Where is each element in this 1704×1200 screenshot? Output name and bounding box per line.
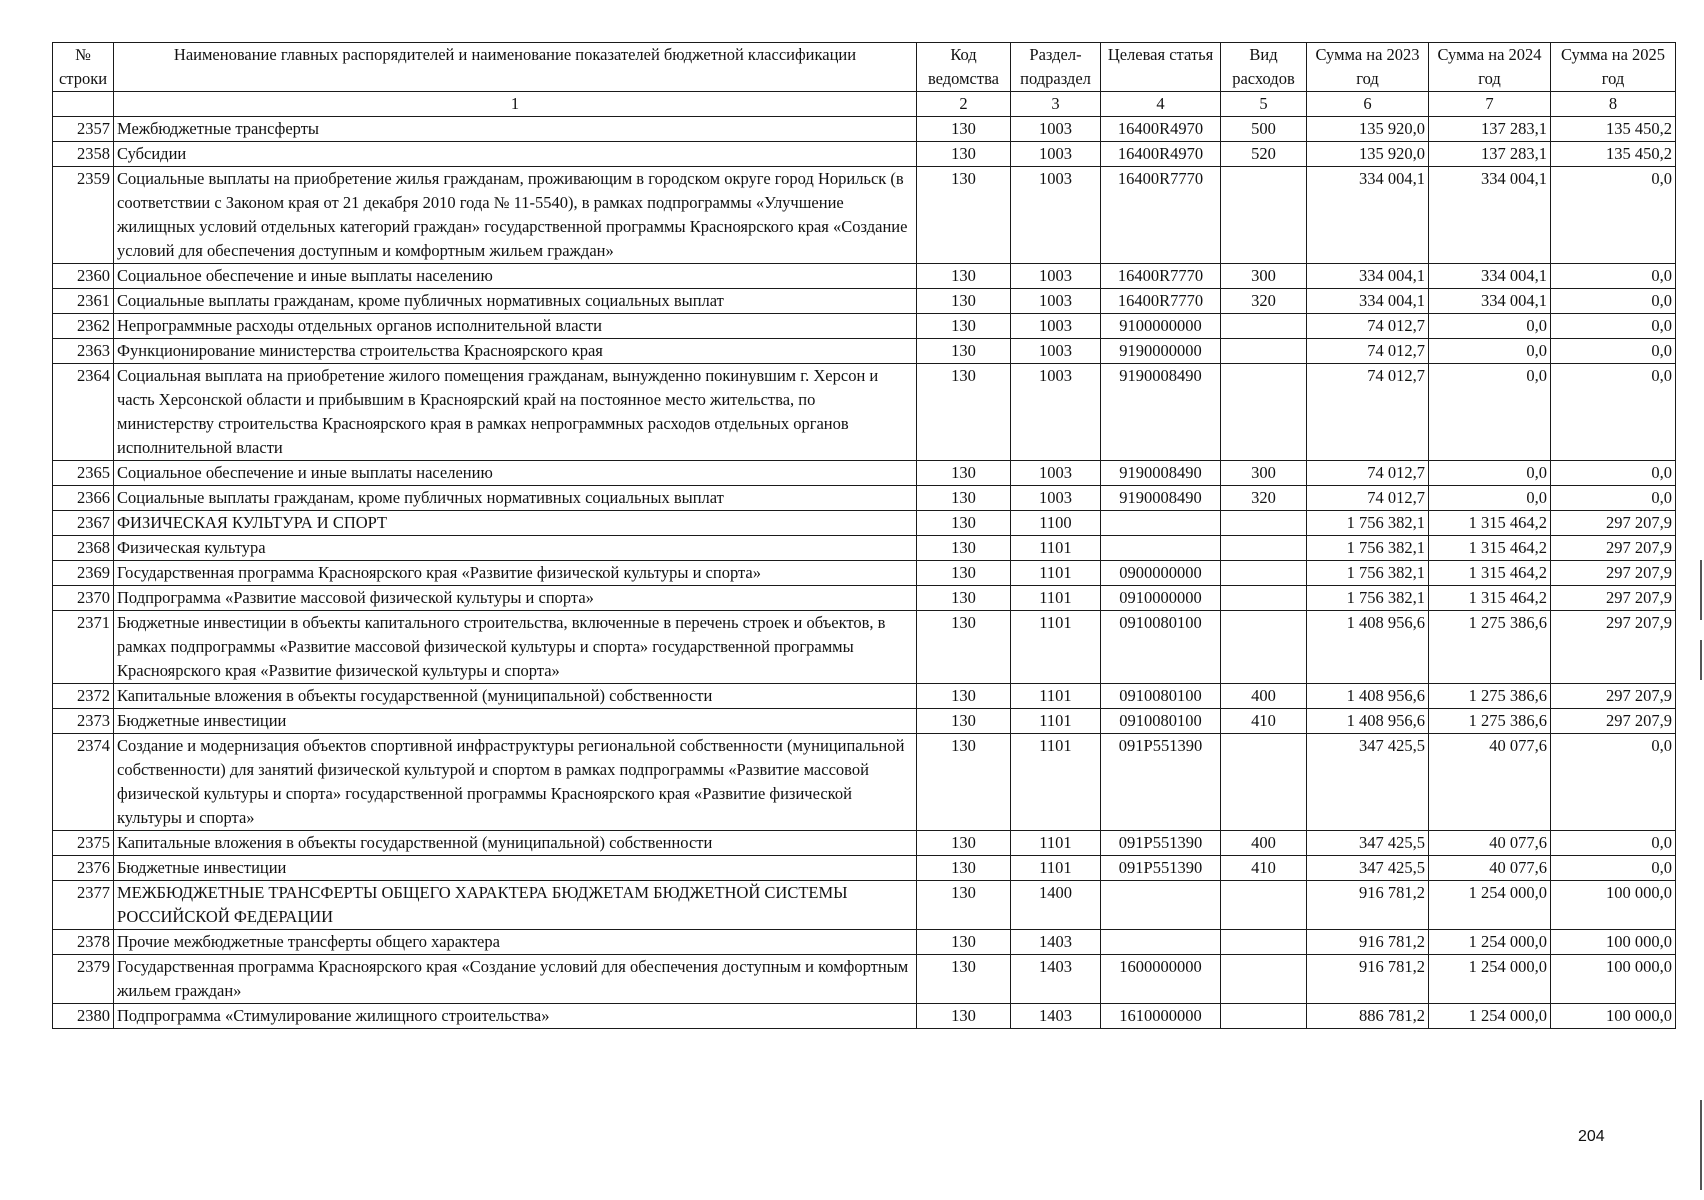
row-number: 2374 [53,734,114,831]
expense-type [1221,930,1307,955]
scan-edge-mark [1700,640,1702,680]
sum-2025: 100 000,0 [1551,955,1676,1004]
row-number: 2380 [53,1004,114,1029]
section-code: 1101 [1011,709,1101,734]
row-name: ФИЗИЧЕСКАЯ КУЛЬТУРА И СПОРТ [114,511,917,536]
row-number: 2378 [53,930,114,955]
sum-2023: 1 408 956,6 [1307,684,1429,709]
row-name: Капитальные вложения в объекты государственной (муниципальной) собственности [114,831,917,856]
sum-2024: 40 077,6 [1429,734,1551,831]
row-name: Капитальные вложения в объекты государственной (муниципальной) собственности [114,684,917,709]
table-header-row [53,43,1676,92]
row-number: 2361 [53,289,114,314]
sum-2023: 1 408 956,6 [1307,709,1429,734]
row-number: 2359 [53,167,114,264]
section-code: 1003 [1011,461,1101,486]
row-name: Социальное обеспечение и иные выплаты населению [114,461,917,486]
section-code: 1101 [1011,586,1101,611]
target-code: 16400R4970 [1101,142,1221,167]
sum-2023: 886 781,2 [1307,1004,1429,1029]
expense-type: 520 [1221,142,1307,167]
target-code: 0910080100 [1101,684,1221,709]
section-code: 1003 [1011,314,1101,339]
col-number: 8 [1551,92,1676,117]
sum-2025: 135 450,2 [1551,117,1676,142]
dept-code: 130 [917,611,1011,684]
row-name: Социальная выплата на приобретение жилого помещения гражданам, вынужденно покинувшим г. Херсон и часть Херсонской области и прибывшим в Красноярский край на постоянное место жительства, по министерству строительства Красноярского края в рамках непрограммных расходов отдельных органов исполнительной власти [114,364,917,461]
dept-code: 130 [917,461,1011,486]
expense-type [1221,314,1307,339]
target-code: 0910000000 [1101,586,1221,611]
sum-2023: 916 781,2 [1307,930,1429,955]
sum-2024: 0,0 [1429,364,1551,461]
section-code: 1101 [1011,611,1101,684]
expense-type: 320 [1221,289,1307,314]
col-number: 6 [1307,92,1429,117]
target-code: 091P551390 [1101,831,1221,856]
dept-code: 130 [917,289,1011,314]
expense-type: 410 [1221,856,1307,881]
row-name: Подпрограмма «Развитие массовой физической культуры и спорта» [114,586,917,611]
row-number: 2373 [53,709,114,734]
table-row [53,264,1676,289]
dept-code: 130 [917,930,1011,955]
table-row [53,117,1676,142]
table-row [53,881,1676,930]
sum-2024: 334 004,1 [1429,289,1551,314]
target-code: 9190008490 [1101,364,1221,461]
row-number: 2377 [53,881,114,930]
sum-2025: 135 450,2 [1551,142,1676,167]
row-number: 2376 [53,856,114,881]
sum-2024: 0,0 [1429,486,1551,511]
row-number: 2369 [53,561,114,586]
sum-2024: 137 283,1 [1429,117,1551,142]
section-code: 1003 [1011,117,1101,142]
section-code: 1003 [1011,486,1101,511]
col-number [53,92,114,117]
row-number: 2379 [53,955,114,1004]
sum-2025: 100 000,0 [1551,1004,1676,1029]
sum-2025: 297 207,9 [1551,561,1676,586]
target-code: 9190008490 [1101,461,1221,486]
target-code [1101,930,1221,955]
target-code [1101,881,1221,930]
sum-2023: 74 012,7 [1307,486,1429,511]
expense-type [1221,881,1307,930]
target-code [1101,511,1221,536]
dept-code: 130 [917,955,1011,1004]
row-number: 2362 [53,314,114,339]
row-name: Государственная программа Красноярского края «Развитие физической культуры и спорта» [114,561,917,586]
sum-2024: 1 254 000,0 [1429,930,1551,955]
row-name: Создание и модернизация объектов спортивной инфраструктуры региональной собственности (муниципальной собственности) для занятий физической культурой и спортом в рамках подпрограммы «Развитие массовой физической культуры и спорта» государственной программы Красноярского края «Развитие физической культуры и спорта» [114,734,917,831]
table-row [53,536,1676,561]
row-name: Государственная программа Красноярского края «Создание условий для обеспечения доступным и комфортным жильем граждан» [114,955,917,1004]
col-number: 2 [917,92,1011,117]
row-name: Непрограммные расходы отдельных органов исполнительной власти [114,314,917,339]
sum-2024: 40 077,6 [1429,856,1551,881]
row-name: Социальные выплаты гражданам, кроме публичных нормативных социальных выплат [114,289,917,314]
row-number: 2372 [53,684,114,709]
row-name: Бюджетные инвестиции [114,709,917,734]
dept-code: 130 [917,1004,1011,1029]
header-exp-type: Вид расходов [1221,43,1307,92]
dept-code: 130 [917,536,1011,561]
expense-type: 400 [1221,831,1307,856]
sum-2023: 74 012,7 [1307,339,1429,364]
table-row [53,586,1676,611]
expense-type [1221,586,1307,611]
table-row [53,511,1676,536]
table-row [53,734,1676,831]
expense-type: 410 [1221,709,1307,734]
target-code: 16400R4970 [1101,117,1221,142]
sum-2025: 0,0 [1551,461,1676,486]
table-row [53,167,1676,264]
header-sum-2024: Сумма на 2024 год [1429,43,1551,92]
dept-code: 130 [917,486,1011,511]
section-code: 1101 [1011,684,1101,709]
target-code: 091P551390 [1101,734,1221,831]
sum-2025: 297 207,9 [1551,611,1676,684]
col-number: 7 [1429,92,1551,117]
row-name: Бюджетные инвестиции в объекты капитального строительства, включенные в перечень строек и объектов, в рамках подпрограммы «Развитие массовой физической культуры и спорта» государственной программы Красноярского края «Развитие физической культуры и спорта» [114,611,917,684]
target-code: 16400R7770 [1101,167,1221,264]
expense-type [1221,611,1307,684]
table-row [53,831,1676,856]
sum-2025: 297 207,9 [1551,684,1676,709]
dept-code: 130 [917,881,1011,930]
table-row [53,709,1676,734]
dept-code: 130 [917,142,1011,167]
table-row [53,364,1676,461]
table-row [53,611,1676,684]
dept-code: 130 [917,586,1011,611]
sum-2025: 0,0 [1551,734,1676,831]
sum-2024: 1 315 464,2 [1429,561,1551,586]
sum-2025: 297 207,9 [1551,709,1676,734]
section-code: 1003 [1011,167,1101,264]
target-code: 0910080100 [1101,709,1221,734]
expense-type: 300 [1221,264,1307,289]
sum-2023: 347 425,5 [1307,831,1429,856]
sum-2025: 297 207,9 [1551,586,1676,611]
sum-2025: 100 000,0 [1551,881,1676,930]
header-section: Раздел-подраздел [1011,43,1101,92]
sum-2025: 0,0 [1551,486,1676,511]
row-name: Социальное обеспечение и иные выплаты населению [114,264,917,289]
expense-type [1221,561,1307,586]
col-number: 4 [1101,92,1221,117]
expense-type [1221,955,1307,1004]
dept-code: 130 [917,117,1011,142]
sum-2024: 1 254 000,0 [1429,881,1551,930]
sum-2024: 40 077,6 [1429,831,1551,856]
sum-2024: 1 315 464,2 [1429,511,1551,536]
section-code: 1003 [1011,364,1101,461]
table-row [53,1004,1676,1029]
row-number: 2365 [53,461,114,486]
dept-code: 130 [917,734,1011,831]
budget-table [52,42,1676,1029]
expense-type [1221,339,1307,364]
expense-type [1221,364,1307,461]
table-body [53,117,1676,1029]
dept-code: 130 [917,856,1011,881]
target-code: 9100000000 [1101,314,1221,339]
sum-2023: 334 004,1 [1307,264,1429,289]
sum-2024: 137 283,1 [1429,142,1551,167]
row-number: 2366 [53,486,114,511]
col-number: 3 [1011,92,1101,117]
row-number: 2375 [53,831,114,856]
dept-code: 130 [917,167,1011,264]
target-code: 0910080100 [1101,611,1221,684]
row-name: Субсидии [114,142,917,167]
sum-2024: 1 315 464,2 [1429,536,1551,561]
sum-2023: 334 004,1 [1307,167,1429,264]
sum-2024: 0,0 [1429,339,1551,364]
section-code: 1400 [1011,881,1101,930]
sum-2025: 297 207,9 [1551,511,1676,536]
section-code: 1101 [1011,856,1101,881]
header-name: Наименование главных распорядителей и наименование показателей бюджетной классификации [114,43,917,92]
dept-code: 130 [917,709,1011,734]
target-code: 0900000000 [1101,561,1221,586]
expense-type: 320 [1221,486,1307,511]
sum-2023: 916 781,2 [1307,955,1429,1004]
sum-2023: 334 004,1 [1307,289,1429,314]
row-number: 2357 [53,117,114,142]
sum-2025: 0,0 [1551,339,1676,364]
table-row [53,486,1676,511]
target-code: 1600000000 [1101,955,1221,1004]
table-row [53,289,1676,314]
target-code: 16400R7770 [1101,264,1221,289]
col-number: 5 [1221,92,1307,117]
header-dept-code: Код ведомства [917,43,1011,92]
row-name: Физическая культура [114,536,917,561]
section-code: 1100 [1011,511,1101,536]
section-code: 1003 [1011,339,1101,364]
expense-type [1221,167,1307,264]
row-name: Бюджетные инвестиции [114,856,917,881]
dept-code: 130 [917,684,1011,709]
row-number: 2364 [53,364,114,461]
row-name: Социальные выплаты гражданам, кроме публичных нормативных социальных выплат [114,486,917,511]
table-row [53,684,1676,709]
row-number: 2363 [53,339,114,364]
sum-2024: 1 275 386,6 [1429,709,1551,734]
sum-2023: 1 408 956,6 [1307,611,1429,684]
table-row [53,339,1676,364]
header-target: Целевая статья [1101,43,1221,92]
dept-code: 130 [917,511,1011,536]
sum-2023: 74 012,7 [1307,461,1429,486]
column-number-row [53,92,1676,117]
table-row [53,142,1676,167]
expense-type [1221,511,1307,536]
sum-2023: 74 012,7 [1307,314,1429,339]
target-code [1101,536,1221,561]
expense-type [1221,1004,1307,1029]
dept-code: 130 [917,339,1011,364]
scan-edge-mark [1700,1100,1702,1190]
sum-2025: 100 000,0 [1551,930,1676,955]
sum-2025: 0,0 [1551,314,1676,339]
expense-type [1221,536,1307,561]
sum-2024: 1 275 386,6 [1429,684,1551,709]
header-row-no: № строки [53,43,114,92]
sum-2024: 1 254 000,0 [1429,955,1551,1004]
dept-code: 130 [917,831,1011,856]
target-code: 16400R7770 [1101,289,1221,314]
sum-2024: 334 004,1 [1429,167,1551,264]
sum-2024: 1 254 000,0 [1429,1004,1551,1029]
sum-2023: 347 425,5 [1307,734,1429,831]
sum-2024: 0,0 [1429,461,1551,486]
sum-2023: 1 756 382,1 [1307,536,1429,561]
sum-2024: 0,0 [1429,314,1551,339]
expense-type: 400 [1221,684,1307,709]
section-code: 1101 [1011,536,1101,561]
table-row [53,461,1676,486]
target-code: 9190000000 [1101,339,1221,364]
dept-code: 130 [917,561,1011,586]
dept-code: 130 [917,364,1011,461]
col-number: 1 [114,92,917,117]
row-name: МЕЖБЮДЖЕТНЫЕ ТРАНСФЕРТЫ ОБЩЕГО ХАРАКТЕРА БЮДЖЕТАМ БЮДЖЕТНОЙ СИСТЕМЫ РОССИЙСКОЙ ФЕДЕРАЦИИ [114,881,917,930]
header-sum-2023: Сумма на 2023 год [1307,43,1429,92]
sum-2024: 1 275 386,6 [1429,611,1551,684]
target-code: 1610000000 [1101,1004,1221,1029]
sum-2025: 297 207,9 [1551,536,1676,561]
row-name: Прочие межбюджетные трансферты общего характера [114,930,917,955]
sum-2023: 1 756 382,1 [1307,561,1429,586]
section-code: 1101 [1011,831,1101,856]
sum-2023: 347 425,5 [1307,856,1429,881]
row-name: Подпрограмма «Стимулирование жилищного строительства» [114,1004,917,1029]
sum-2025: 0,0 [1551,167,1676,264]
sum-2023: 74 012,7 [1307,364,1429,461]
row-name: Межбюджетные трансферты [114,117,917,142]
table-row [53,930,1676,955]
header-sum-2025: Сумма на 2025 год [1551,43,1676,92]
row-name: Социальные выплаты на приобретение жилья гражданам, проживающим в городском округе город Норильск (в соответствии с Законом края от 21 декабря 2010 года № 11-5540), в рамках подпрограммы «Улучшение жилищных условий отдельных категорий граждан» государственной программы Красноярского края «Создание условий для обеспечения доступным и комфортным жильем граждан» [114,167,917,264]
expense-type: 500 [1221,117,1307,142]
row-name: Функционирование министерства строительства Красноярского края [114,339,917,364]
target-code: 091P551390 [1101,856,1221,881]
row-number: 2371 [53,611,114,684]
section-code: 1003 [1011,142,1101,167]
sum-2025: 0,0 [1551,364,1676,461]
sum-2023: 916 781,2 [1307,881,1429,930]
expense-type [1221,734,1307,831]
dept-code: 130 [917,264,1011,289]
scan-edge-mark [1700,560,1702,620]
target-code: 9190008490 [1101,486,1221,511]
sum-2024: 1 315 464,2 [1429,586,1551,611]
sum-2025: 0,0 [1551,264,1676,289]
section-code: 1403 [1011,955,1101,1004]
sum-2025: 0,0 [1551,289,1676,314]
table-row [53,856,1676,881]
dept-code: 130 [917,314,1011,339]
row-number: 2368 [53,536,114,561]
row-number: 2360 [53,264,114,289]
row-number: 2367 [53,511,114,536]
expense-type: 300 [1221,461,1307,486]
table-row [53,314,1676,339]
sum-2024: 334 004,1 [1429,264,1551,289]
sum-2023: 1 756 382,1 [1307,511,1429,536]
sum-2025: 0,0 [1551,856,1676,881]
table-row [53,955,1676,1004]
row-number: 2370 [53,586,114,611]
section-code: 1003 [1011,289,1101,314]
section-code: 1101 [1011,734,1101,831]
page-number: 204 [1578,1128,1605,1145]
sum-2023: 1 756 382,1 [1307,586,1429,611]
row-number: 2358 [53,142,114,167]
table-row [53,561,1676,586]
sum-2023: 135 920,0 [1307,117,1429,142]
sum-2025: 0,0 [1551,831,1676,856]
sum-2023: 135 920,0 [1307,142,1429,167]
section-code: 1403 [1011,1004,1101,1029]
section-code: 1101 [1011,561,1101,586]
section-code: 1003 [1011,264,1101,289]
section-code: 1403 [1011,930,1101,955]
